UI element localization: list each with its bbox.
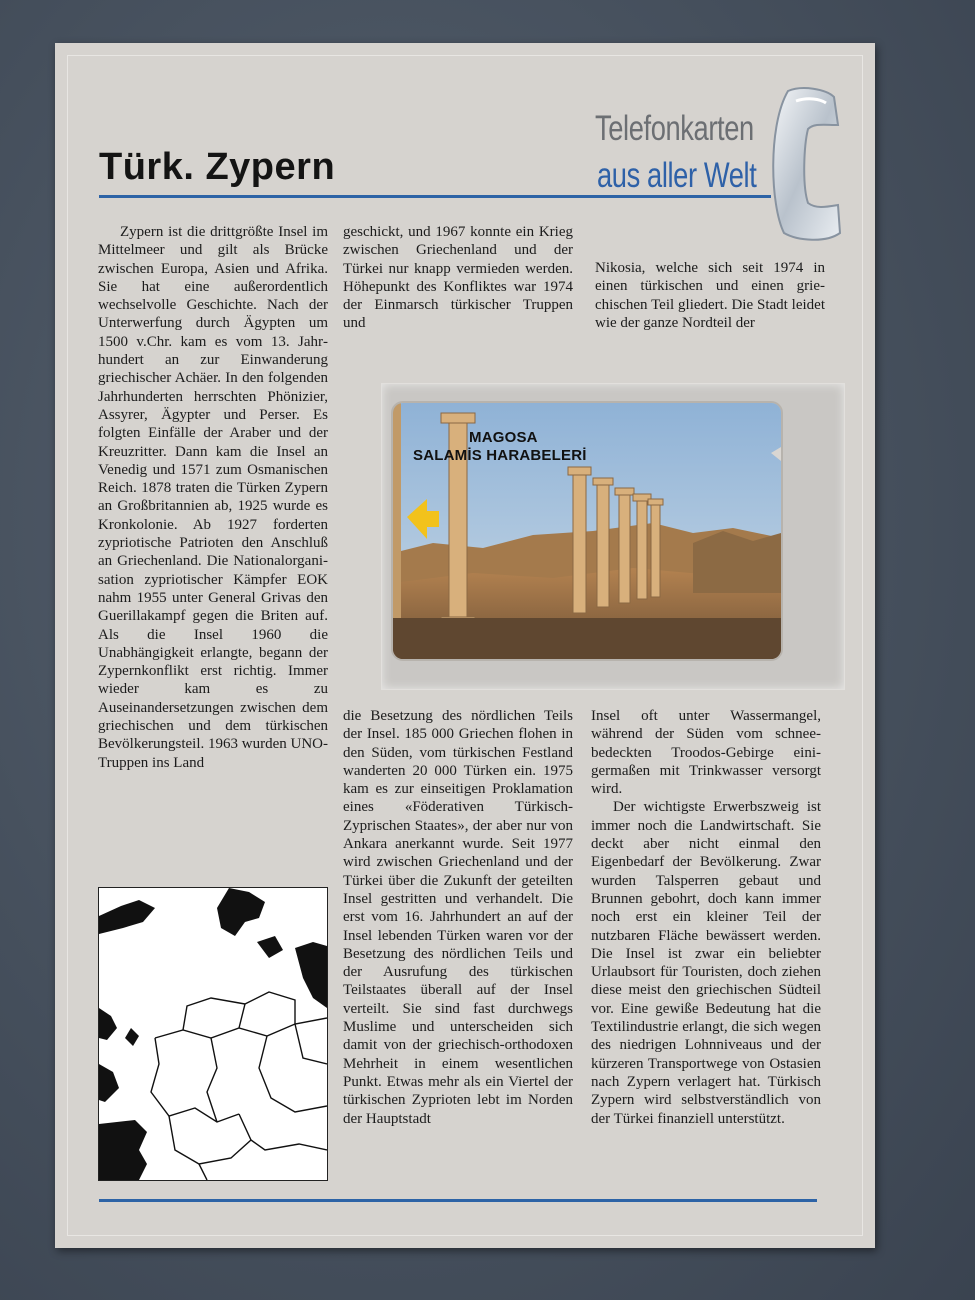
album-sheet <box>55 43 875 1248</box>
map-outline-drawing <box>99 888 327 1180</box>
brand-line-2: aus aller Welt <box>597 156 757 195</box>
col3-top-paragraph: Nikosia, welche sich seit 1974 in einen türkischen und einen griechischen Teil gliedert. Die Stadt leidet wie der ganze Nordteil der <box>595 260 825 331</box>
phonecard <box>391 401 783 661</box>
bottom-rule <box>99 1199 817 1202</box>
text-column-3-bottom <box>591 707 821 1128</box>
card-title-line-2: SALAMİS HARABELERİ <box>413 447 587 464</box>
text-column-2-top <box>343 223 573 333</box>
col3-bottom-paragraph-2: Der wichtigste Erwerbszweig ist immer noch die Landwirtschaft. Sie deckt aber nicht einmal den Eigenbedarf der Bevölkerung. Zwar wurden Talsperren gebaut und Brunnen gebohrt, doch kann immer noch erst ein kleiner Teil der nutzbaren Fläche bewässert werden. Die Insel ist zwar ein beliebter Urlaubsort für Touristen, doch ziehen diese meist den griechischen Südteil vor. Eine gewiße Bedeutung hat die Textilindustrie erlangt, die sich wegen des niedrigen Lohnniveaus und der kürzeren Transportwege von Ostasien nach Zypern verlagert hat. Türkisch Zypern wird selbstverständlich von der Türkei finanziell unterstützt. <box>591 799 821 1127</box>
text-column-1 <box>98 223 328 772</box>
salamis-ruins-photo <box>393 403 781 659</box>
col2-top-paragraph: geschickt, und 1967 konnte ein Krieg zwischen Griechenland und der Türkei nur knapp vermieden werden. Höhepunkt des Konfliktes war 1974 der Einmarsch türkischer Truppen und <box>343 224 573 332</box>
col1-paragraph: Zypern ist die drittgrößte Insel im Mittelmeer und gilt als Brücke zwischen Europa, Asien und Afrika. Sie hat eine außerordentlich wechselvolle Geschichte. Nach der Unterwerfung durch Ägypten um 1500 v.Chr. kam es vom 13. Jahrhundert an zur Einwanderung griechischer Achäer. In den folgenden Jahrhunderten herrschten Phönizier, Assyrer, Ägypter und Perser. Es folgten Einfälle der Araber und der Kreuzritter. Dann kam die Insel an Venedig und 1571 zum Osmanischen Reich. 1878 traten die Türken Zypern an Großbritannien ab, 1925 wurde es Kronkolonie. Ab 1927 forderten zypriotische Patrioten den Anschluß an Griechenland. Die Nationalorganisation zypriotischer Kämpfer EOK nahm 1955 unter General Grivas den Guerillakampf gegen die Briten auf. Als die Insel 1960 die Unabhängigkeit erlangte, begann der Zypernkonflikt erst richtig. Immer wieder kam es zu Auseinandersetzungen zwischen dem griechischen und dem türkischen Bevölkerungsteil. 1963 wurden UNO-Truppen ins Land <box>98 224 328 771</box>
telephone-handset-icon <box>768 85 850 243</box>
text-column-3-top <box>595 259 825 332</box>
card-title-line-1: MAGOSA <box>469 429 538 446</box>
brand-line-1: Telefonkarten <box>595 109 754 148</box>
col3-bottom-paragraph-1: Insel oft unter Wassermangel, während der Süden vom schneebedeckten Troodos-Gebirge einigermaßen mit Trinkwasser versorgt wird. <box>591 708 821 798</box>
text-column-2-bottom <box>343 707 573 1128</box>
cyprus-region-map <box>98 887 328 1181</box>
page-title: Türk. Zypern <box>99 146 336 188</box>
col2-bottom-paragraph: die Besetzung des nördlichen Teils der Insel. 185 000 Griechen flohen in den Süden, vom türkischen Festland wanderten 20 000 Türken ein. 1975 kam es zur einseitigen Proklamation eines «Föderativen Türkisch-Zyprischen Staates», der aber nur von Ankara anerkannt wurde. Seit 1977 wird zwischen Griechenland und der Türkei über die Zukunft der geteilten Insel gestritten und verhandelt. Die erst vom 16. Jahrhundert an auf der Insel lebenden Türken waren vor der Besetzung des nördlichen Teils und der Ausrufung des türkischen Teilstaates überall auf der Insel verteilt. Sie sind fast durchwegs Muslime und unterscheiden sich damit von der griechisch-orthodoxen Mehrheit in einem wesentlichen Punkt. Etwas mehr als ein Viertel der türkischen Zyprioten lebt im Norden der Hauptstadt <box>343 708 573 1127</box>
title-rule <box>99 195 771 198</box>
